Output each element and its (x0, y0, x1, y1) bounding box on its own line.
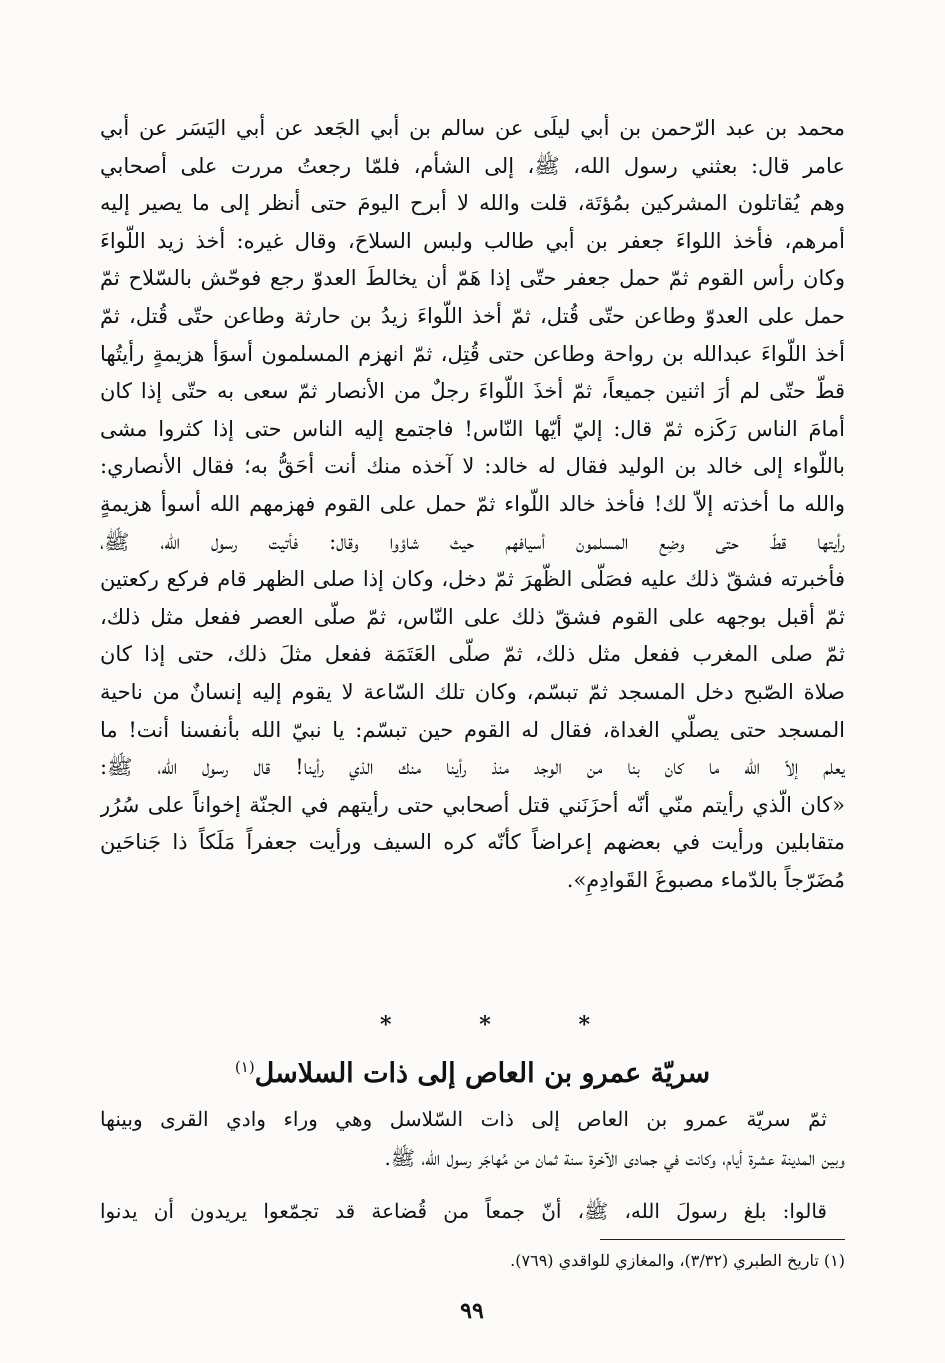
text-line: قطّ حتّى لم أرَ اثنين جميعاً، ثمّ أخذَ اللّواءَ رجلٌ من الأنصار ثمّ سعى به حتّى إذا كان (100, 379, 845, 404)
text-line: ثمّ أقبل بوجهه على القوم فشقّ ذلك على النّاس، ثمّ صلّى العصر ففعل مثل ذلك، (100, 604, 845, 629)
separator-star: * (380, 1012, 392, 1038)
text-line: أمرهم، فأخذ اللواءَ جعفر بن أبي طالب ولبس السلاحَ، وقال غيره: أخذ زيد اللّواءَ (100, 228, 845, 253)
footnote-divider (600, 1239, 845, 1240)
separator-star: * (479, 1012, 491, 1038)
section-line: وبين المدينة عشرة أيام، وكانت في جمادى الآخرة سنة ثمان من مُهاجَر رسول الله، ﷺ. (384, 1146, 845, 1170)
text-line: وكان رأس القوم ثمّ حمل جعفر حتّى إذا هَمّ أن يخالطَ العدوّ رجع فوحّش بالسّلاح ثمّ (100, 266, 845, 291)
text-line: فأخبرته فشقّ ذلك عليه فصَلّى الظّهرَ ثمّ دخل، وكان إذا صلى الظهر قام فركع ركعتين (100, 567, 845, 592)
text-line: وهم يُقاتلون المشركين بمُؤتَة، قلت والله لا أبرح اليومَ حتى أنظر إلى ما يصير إليه (100, 191, 845, 216)
text-line: عامر قال: بعثني رسول الله، ﷺ، إلى الشأم، فلمّا رجعتُ مررت على أصحابي (100, 153, 845, 178)
separator-star: * (578, 1012, 590, 1038)
section-text (100, 1100, 845, 1231)
text-line: المسجد حتى يصلّي الغداة، فقال له القوم حين تبسّم: يا نبيّ الله بأنفسنا أنت! ما (100, 717, 845, 742)
text-line: ثمّ صلى المغرب ففعل مثل ذلك، ثمّ صلّى العَتَمَة ففعل مثلَ ذلك، حتى إذا كان (100, 642, 845, 667)
section-title-text: سريّة عمرو بن العاص إلى ذات السلاسل (254, 1058, 711, 1089)
text-line: رأيتها قطّ حتى وضِع المسلمون أسيافهم حيث شاؤوا وقال: فأتيت رسول الله، ﷺ، (100, 529, 845, 554)
text-line: أخذ اللّواءَ عبدالله بن رواحة وطاعن حتى قُتِل، ثمّ انهزم المسلمون أسوَأ هزيمةٍ رأيتُها (100, 341, 845, 366)
text-line: محمد بن عبد الرّحمن بن أبي ليلَى عن سالم بن أبي الجَعد عن أبي اليَسَر عن أبي (100, 116, 845, 140)
text-line: والله ما أخذته إلاّ لك! فأخذ خالد اللّواء ثمّ حمل على القوم فهزمهم الله أسوأ هزيمةٍ (100, 491, 845, 516)
footnote-marker: (١) (234, 1058, 255, 1076)
footnote: (١) تاريخ الطبري (٣/٣٢)، والمغازي للواقدي (٧٦٩). (510, 1251, 845, 1270)
text-line: يعلم إلاّ الله ما كان بنا من الوجد منذ رأينا منك الذي رأينا! قال رسول الله، ﷺ: (100, 755, 845, 780)
text-line: حمل على العدوّ وطاعن حتّى قُتل، ثمّ أخذ اللّواءَ زيدُ بن حارثة وطاعن حتّى قُتل، ثمّ (100, 303, 845, 328)
text-line: متقابلين ورأيت في بعضهم إعراضاً كأنّه كره السيف ورأيت جعفراً مَلَكاً ذا جَناحَين (100, 830, 845, 855)
section-line: قالوا: بلغ رسولَ الله، ﷺ، أنّ جمعاً من قُضاعة قد تجمّعوا يريدون أن يدنوا (100, 1199, 827, 1223)
section-line: ثمّ سريّة عمرو بن العاص إلى ذات السّلاسل وهي وراء وادي القرى وبينها (100, 1107, 827, 1131)
section-heading (100, 1042, 845, 1099)
text-line: باللّواء إلى خالد بن الوليد فقال له خالد: لا آخذه منك أنت أحَقُّ به؛ فقال الأنصاري: (100, 454, 845, 479)
text-line: أمامَ الناس رَكَزه ثمّ قال: إليّ أيّها النّاس! فاجتمع إليه الناس حتى إذا كثروا مشى (100, 416, 845, 441)
text-line: صلاة الصّبح دخل المسجد ثمّ تبسّم، وكان تلك السّاعة لا يقوم إليه إنسانٌ من ناحية (100, 679, 845, 704)
text-line: مُضَرّجاً بالدّماء مصبوغَ القَوادِمِ». (566, 867, 845, 892)
text-line: «كان الّذي رأيتم منّي أنّه أحزَنَني قتل أصحابي حتى رأيتهم في الجنّة إخواناً على سُرُر (100, 792, 845, 817)
section-separator (380, 1012, 590, 1038)
main-text (100, 110, 845, 899)
page-number: ٩٩ (460, 1298, 484, 1324)
